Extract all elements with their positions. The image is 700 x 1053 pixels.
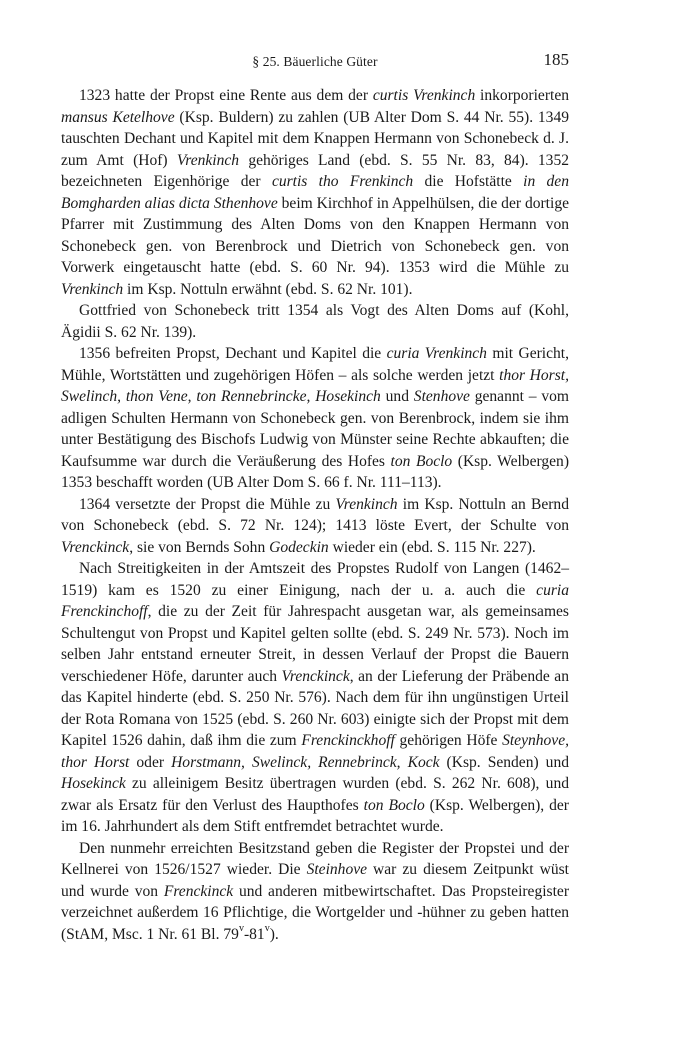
text-run: oder <box>129 753 172 771</box>
text-run: ). <box>269 925 279 943</box>
text-run: genannt – vom adligen Schulten Hermann von Schonebeck gen. von Berenbrock, indem sie ihm unter Bestätigung des Bischofs Ludwig von Münster seine Rechte abkauften; die Kaufsumme war durch die Veräußerung des Hofes <box>61 388 570 470</box>
text-run: Den nunmehr erreichten Besitzstand geben die Register der Propstei und der Kellnerei von 1526/1527 wieder. Die <box>61 839 569 878</box>
italic-term: curtis tho Frenkinch <box>271 173 414 190</box>
italic-term: Vrenkinch <box>176 151 240 169</box>
italic-term: Vrenkinch <box>335 495 398 513</box>
text-run: , an der Lieferung der Präbende an das Kapitel hinderte (ebd. S. 250 Nr. 576). Nach dem für ihn ungünstigen Urteil der Rota Romana von 1525 (ebd. S. 260 Nr. 603) einigte sich der Propst mit dem Kapitel 1526 dahin, daß ihm die zum <box>61 667 569 749</box>
text-run: , die zu der Zeit für Jahrespacht ausgetan war, als gemeinsames Schultengut von Propst und Kapitel gelten sollte (ebd. S. 249 Nr. 573). Noch im selben Jahr entstand erneuter Streit, in dessen Verlauf der Propst die Bauern verschiedener Höfe, darunter auch <box>61 603 569 685</box>
text-run: im Ksp. Nottuln erwähnt (ebd. S. 62 Nr. 101). <box>123 280 413 298</box>
italic-term: ton Boclo <box>390 452 453 470</box>
italic-term: Horstmann, Swelinck, Rennebrinck, Kock <box>171 753 440 771</box>
italic-term: Vrenkinch <box>61 280 124 298</box>
text-run: war zu diesem Zeitpunkt wüst und wurde von <box>61 861 569 900</box>
italic-term: Steinhove <box>306 861 368 878</box>
text-run: (Ksp. Senden) und <box>439 753 569 771</box>
italic-term: Frenckinck <box>163 882 234 900</box>
italic-term: in den Bomgharden alias dicta Sthenhove <box>61 173 569 212</box>
italic-term: mansus Ketelhove <box>61 108 175 126</box>
text-run: 1356 befreiten Propst, Dechant und Kapitel die <box>79 345 387 362</box>
italic-term: Frenckinckhoff <box>301 732 395 749</box>
text-run: 1323 hatte der Propst eine Rente aus dem der <box>79 87 373 104</box>
italic-term: thor Horst, Swelinch, thon Vene, ton Rennebrincke, Hosekinch <box>61 366 569 405</box>
paragraph <box>61 85 569 300</box>
text-run: mit Gericht, Mühle, Wortstätten und zugehörigen Höfen – als solche werden jetzt <box>61 345 569 384</box>
superscript: v <box>264 923 270 935</box>
text-run: (Ksp. Welbergen) 1353 beschafft worden (UB Alter Dom S. 66 f. Nr. 111–113). <box>61 452 569 491</box>
text-run: Gottfried von Schonebeck tritt 1354 als Vogt des Alten Doms auf (Kohl, Ägidii S. 62 Nr. 139). <box>61 302 569 341</box>
text-run: Nach Streitigkeiten in der Amtszeit des Propstes Rudolf von Langen (1462–1519) kam es 1520 zu einer Einigung, nach der u. a. auch die <box>61 560 569 599</box>
text-run: (Ksp. Welbergen), der im 16. Jahrhundert als dem Stift entfremdet betrachtet wurde. <box>61 796 569 835</box>
text-run: beim Kirchhof in Appelhülsen, die der dortige Pfarrer mit Zustimmung des Alten Doms von den Knappen Hermann von Schonebeck gen. von Berenbrock und Dietrich von Schonebeck gen. von Vorwerk eingetauscht hatte (ebd. S. 60 Nr. 94). 1353 wird die Mühle zu <box>61 194 569 276</box>
body-text <box>61 85 569 945</box>
italic-term: Hosekinck <box>61 775 126 792</box>
italic-term: Godeckin <box>269 538 329 556</box>
text-run: 1364 versetzte der Propst die Mühle zu <box>79 495 336 513</box>
running-head <box>61 50 569 74</box>
superscript: v <box>238 923 244 935</box>
text-run: gehöriges Land (ebd. S. 55 Nr. 83, 84). 1352 bezeichneten Eigenhörige der <box>61 151 570 190</box>
paragraph <box>61 343 569 494</box>
text-run: und anderen mitbewirtschaftet. Das Propsteiregister verzeichnet außerdem 16 Pflichtige, die Wortgelder und -hühner zu geben hatten (StAM, Msc. 1 Nr. 61 Bl. 79 <box>61 882 570 943</box>
text-run: im Ksp. Nottuln an Bernd von Schonebeck (ebd. S. 72 Nr. 124); 1413 löste Evert, der Schulte von <box>61 495 569 534</box>
italic-term: Stenhove <box>413 388 470 405</box>
paragraph <box>61 300 569 343</box>
book-page <box>61 0 569 1053</box>
text-run: , sie von Bernds Sohn <box>129 538 270 556</box>
text-run: zu alleinigem Besitz übertragen wurden (ebd. S. 262 Nr. 608), und zwar als Ersatz für den Verlust des Haupthofes <box>61 775 569 814</box>
paragraph <box>61 558 569 838</box>
italic-term: ton Boclo <box>363 796 425 814</box>
italic-term: Steynhove, thor Horst <box>61 732 569 771</box>
paragraph <box>61 838 569 946</box>
italic-term: Vrenckinck <box>61 538 130 556</box>
text-run: wieder ein (ebd. S. 115 Nr. 227). <box>328 538 536 556</box>
text-run: die Hofstätte <box>413 173 524 190</box>
text-run: und <box>380 388 414 405</box>
text-run: (Ksp. Buldern) zu zahlen (UB Alter Dom S. 44 Nr. 55). 1349 tauschten Dechant und Kapitel mit dem Knappen Hermann von Schonebeck d. J. zum Amt (Hof) <box>61 108 569 169</box>
page-number: 185 <box>543 50 569 69</box>
italic-term: Vrenckinck <box>281 667 350 685</box>
text-run: -81 <box>243 925 265 943</box>
italic-term: curtis Vrenkinch <box>372 87 476 104</box>
paragraph <box>61 494 569 559</box>
italic-term: curia Vrenkinch <box>386 345 487 362</box>
italic-term: curia Frenckinchoff <box>61 581 569 620</box>
text-run: inkorporierten <box>475 87 569 104</box>
running-head-title: § 25. Bäuerliche Güter <box>252 54 378 69</box>
text-run: gehörigen Höfe <box>394 732 503 749</box>
